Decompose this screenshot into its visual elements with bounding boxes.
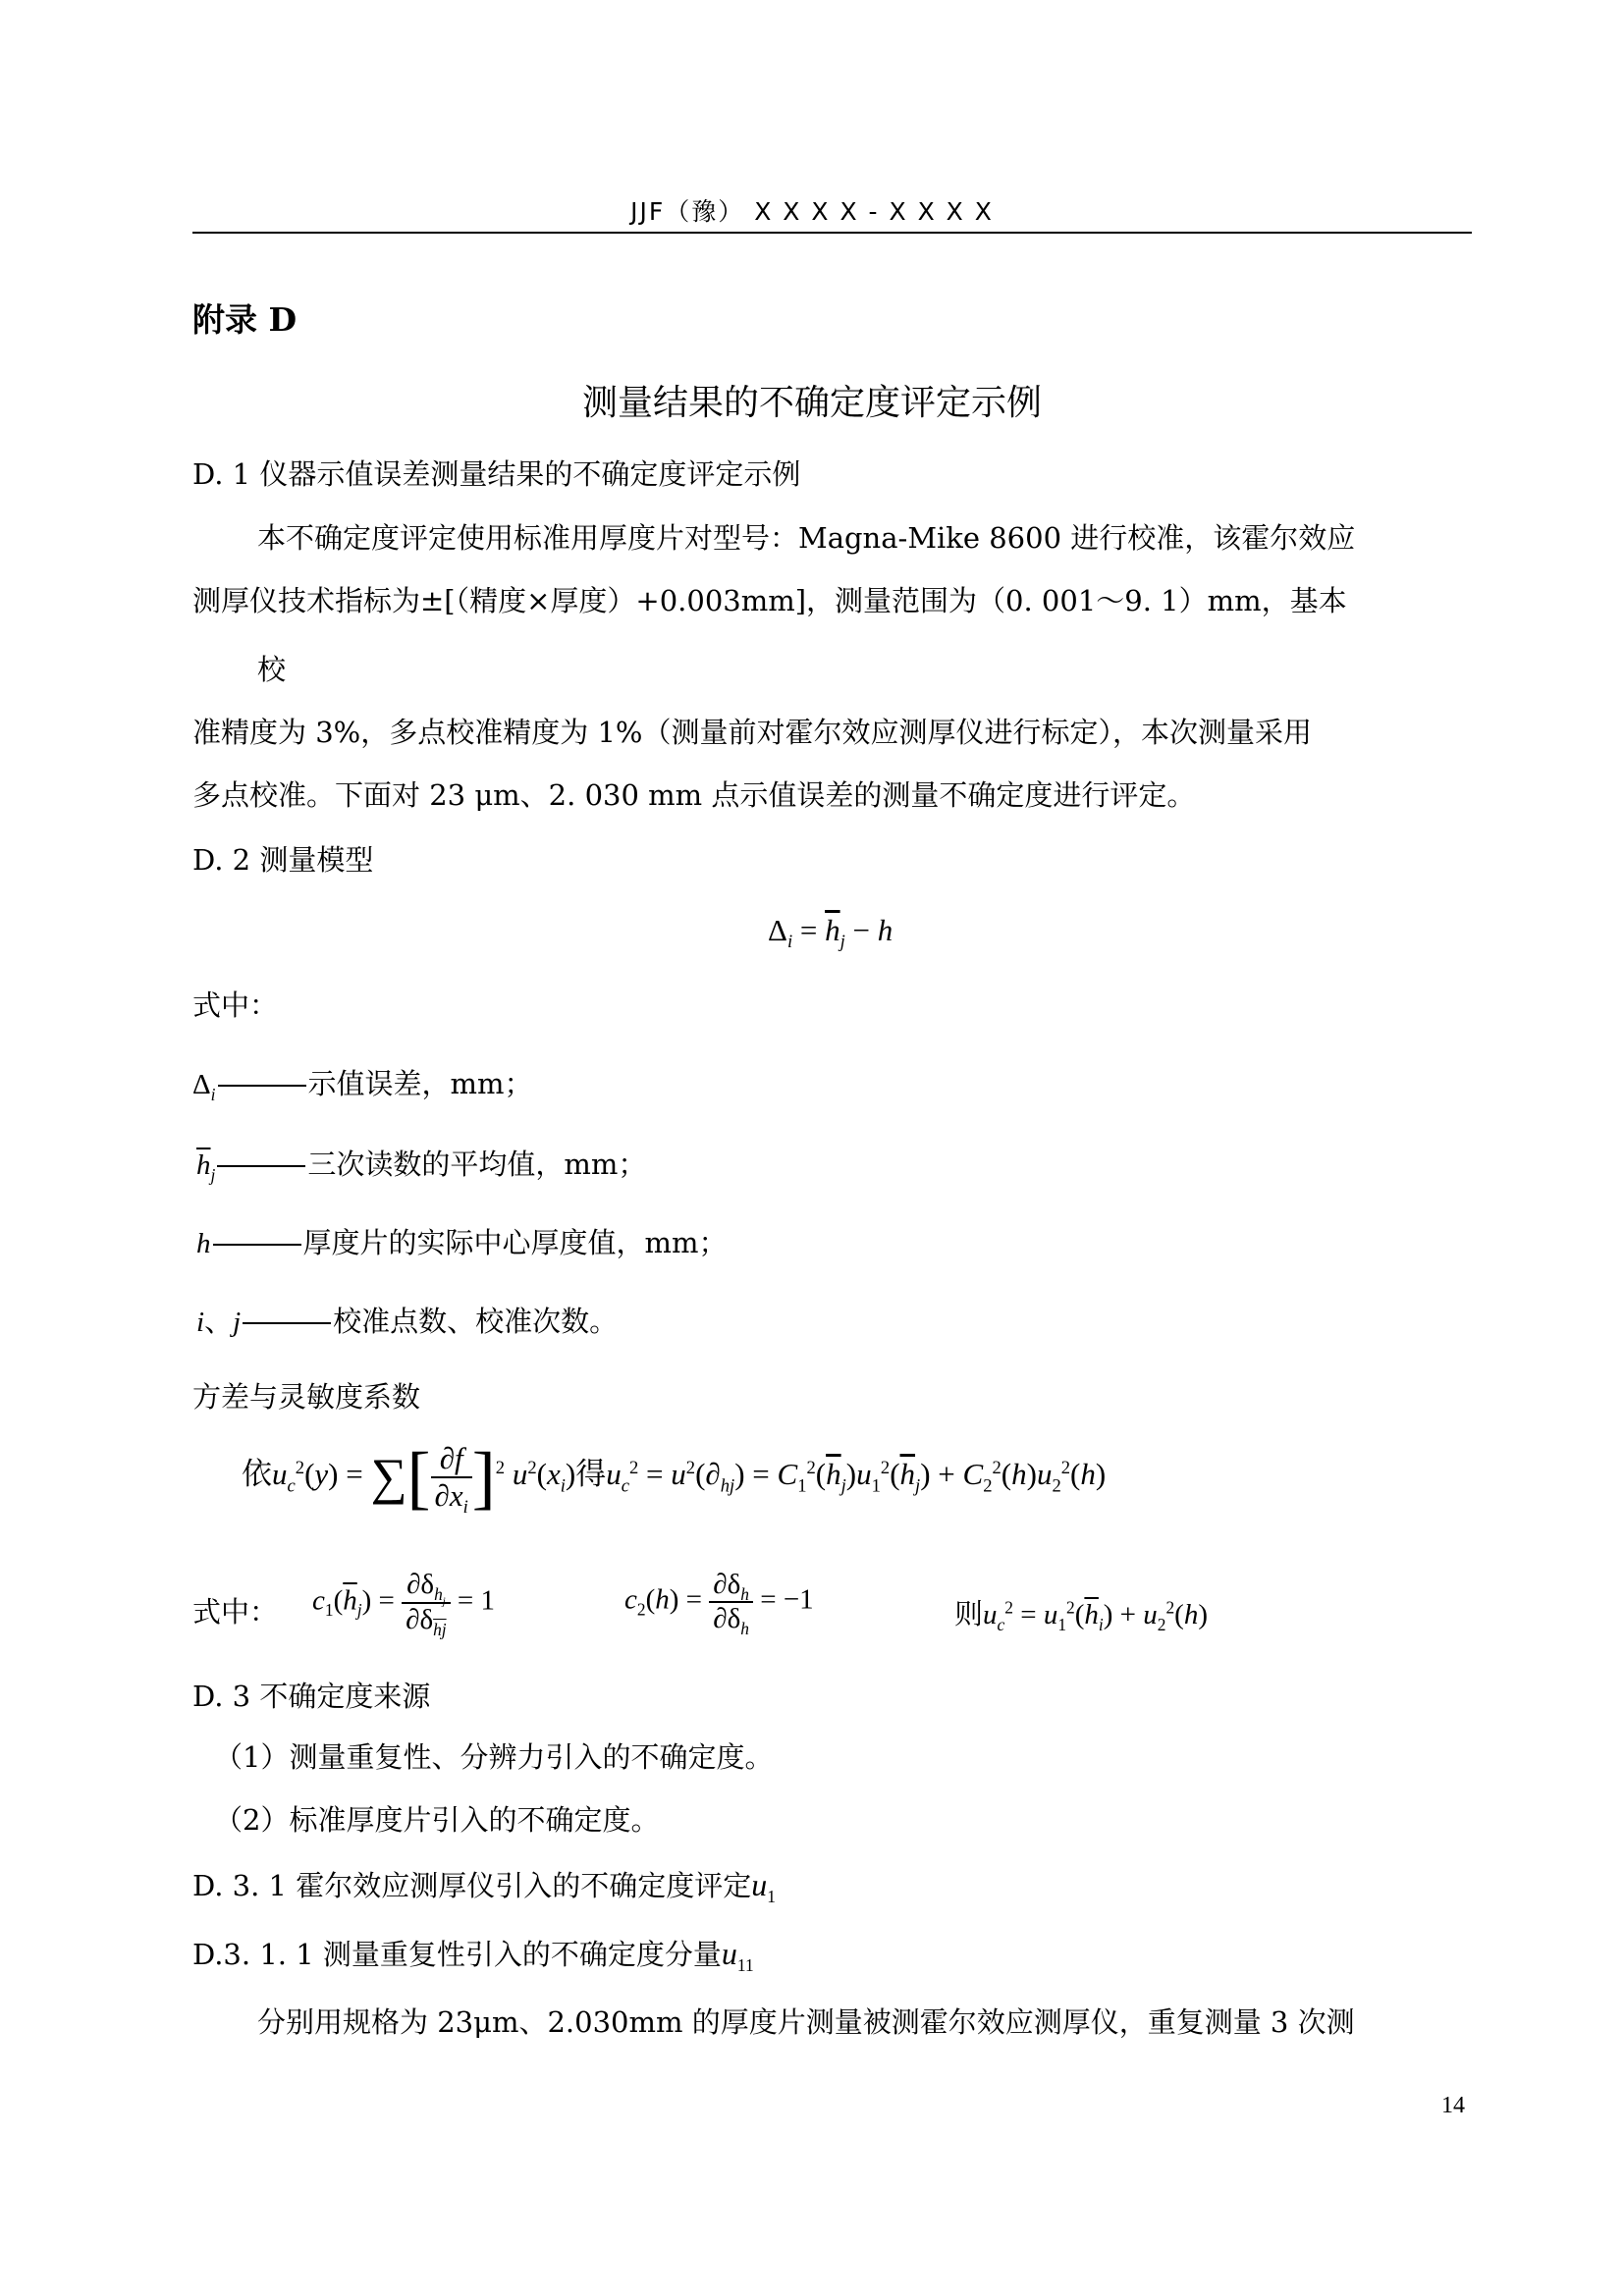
d1-para-line1: 本不确定度评定使用标准用厚度片对型号：Magna-Mike 8600 进行校准，该霍尔效应 (257, 521, 1356, 555)
d311-para: 分别用规格为 23μm、2.030mm 的厚度片测量被测霍尔效应测厚仪，重复测量 3 次测 (257, 2005, 1355, 2039)
section-d3-heading: D. 3 不确定度来源 (192, 1680, 431, 1713)
then-label: 则 (954, 1597, 984, 1630)
page-header: JJF（豫） X X X X - X X X X (630, 197, 994, 226)
def-hbar-text: 三次读数的平均值，mm； (307, 1148, 647, 1181)
section-d31-heading: D. 3. 1 霍尔效应测厚仪引入的不确定度评定$u_1$ (192, 1867, 776, 1906)
page-number: 14 (1441, 2093, 1465, 2118)
def-ij: i、j 校准点数、校准次数。 (196, 1305, 619, 1338)
d1-para-line3: 校 (257, 653, 287, 686)
def-h: h 厚度片的实际中心厚度值，mm； (196, 1226, 728, 1259)
def-hbar: $\overline{h}_j$ 三次读数的平均值，mm； (196, 1148, 647, 1185)
measurement-model-equation: $\Delta_i = \overline{h}_j - h$ (768, 913, 893, 953)
sensitivity-c2: $c_2(h)$ = $\frac{\partial\delta_h}{\partial\delta_h}$ = −1 (624, 1569, 814, 1638)
d3-item1: （1）测量重复性、分辨力引入的不确定度。 (214, 1740, 774, 1774)
section-d311-heading: D.3. 1. 1 测量重复性引入的不确定度分量$u_{11}$ (192, 1936, 754, 1975)
variance-heading: 方差与灵敏度系数 (192, 1380, 421, 1414)
where-label: 式中： (192, 988, 279, 1022)
d1-para-line5: 多点校准。下面对 23 μm、2. 030 mm 点示值误差的测量不确定度进行评定。 (192, 778, 1196, 812)
def-delta: $\Delta_i$ 示值误差，mm； (192, 1067, 533, 1104)
d31-heading-text: D. 3. 1 霍尔效应测厚仪引入的不确定度评定 (192, 1869, 752, 1902)
d3-item2: （2）标准厚度片引入的不确定度。 (214, 1803, 660, 1837)
def-delta-text: 示值误差，mm； (307, 1067, 533, 1100)
variance-de: 得 (575, 1457, 607, 1493)
sensitivity-c1: $c_1(\overline{h}_j)$ = $\frac{\partial\delta_{h_j}}{\partial\delta_{\overline{hj}}}$ = 1 (312, 1569, 495, 1640)
combined-variance: 则$u_c^2 = u_1^2(\overline{h}_i) + u_2^2(h)$ (954, 1597, 1208, 1634)
d1-para-line2: 测厚仪技术指标为±[（精度×厚度）+0.003mm]，测量范围为（0. 001～9. 1）mm，基本 (192, 584, 1347, 617)
d1-para-line4: 准精度为 3%，多点校准精度为 1%（测量前对霍尔效应测厚仪进行标定），本次测量采用 (192, 716, 1312, 749)
appendix-label: 附录 D (192, 300, 298, 339)
def-ij-text: 校准点数、校准次数。 (333, 1305, 619, 1338)
variance-yi: 依 (242, 1457, 272, 1493)
header-rule (192, 232, 1472, 234)
variance-equation: 依$u_c^2(y)$ = ∑[ $\frac{\partial f}{\partial x_i}$ ]$^2$ $u^2(x_i)$得$u_c^2 = u^2(\partial_{hj}) = C_1^2(\overline{h}_j)u_1^2(\overline{h}_j) + C_2^2(h)u_2^2(h)$ (242, 1438, 1107, 1519)
where2-label: 式中： (192, 1595, 279, 1629)
d311-heading-text: D.3. 1. 1 测量重复性引入的不确定度分量 (192, 1938, 722, 1971)
def-h-text: 厚度片的实际中心厚度值，mm； (302, 1226, 728, 1259)
section-d1-heading: D. 1 仪器示值误差测量结果的不确定度评定示例 (192, 457, 801, 491)
section-d2-heading: D. 2 测量模型 (192, 843, 374, 877)
page-title: 测量结果的不确定度评定示例 (581, 383, 1042, 423)
